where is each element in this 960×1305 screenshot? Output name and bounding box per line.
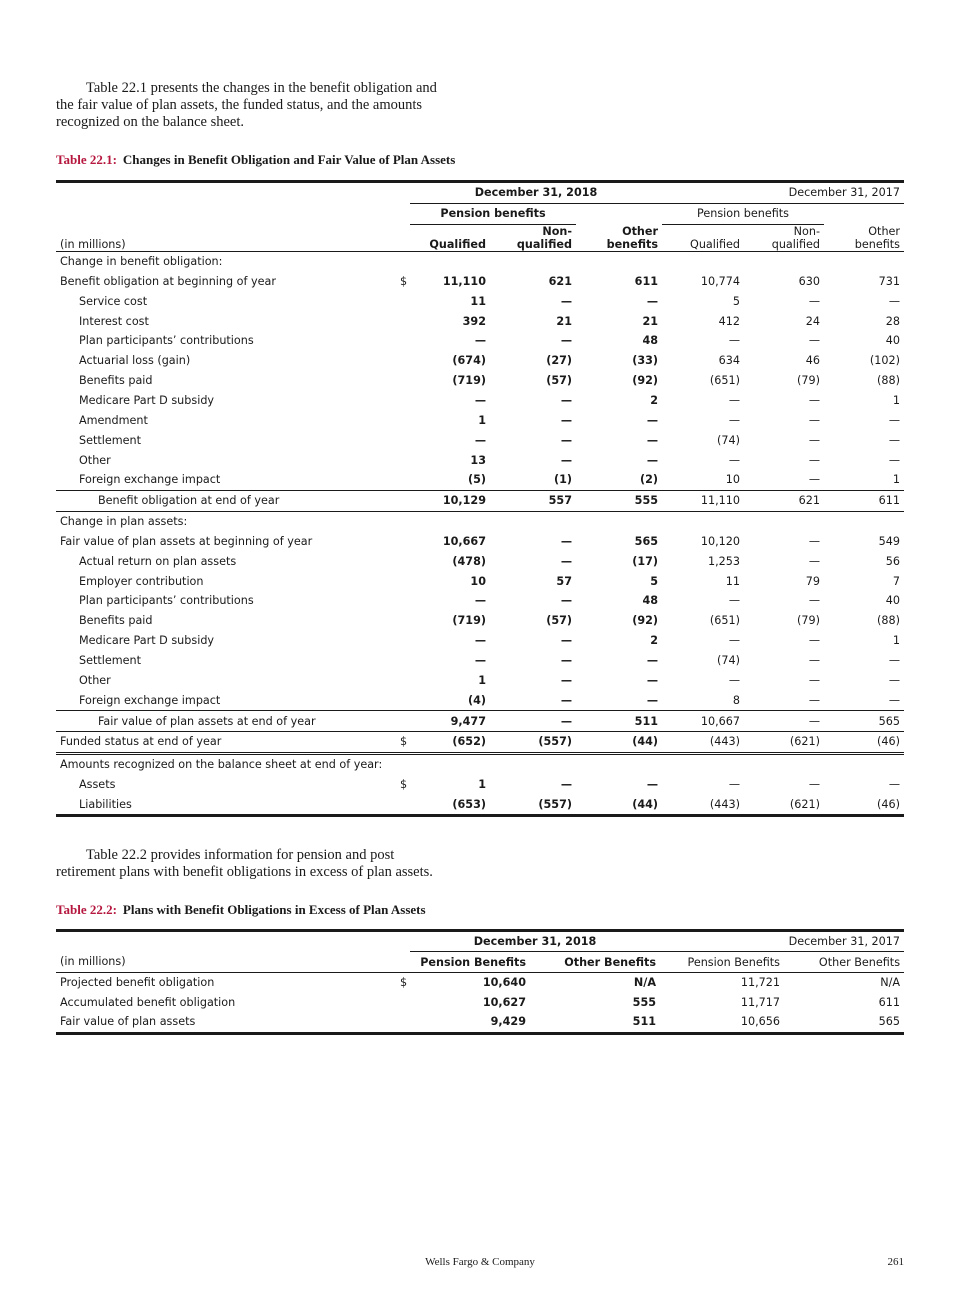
row-label: Fair value of plan assets at beginning of year [60,534,313,548]
value-cell: — [808,334,821,348]
value-cell: 11 [725,574,741,588]
table-number: Table 22.1: [56,152,117,167]
value-cell: — [888,653,901,667]
value-cell: 555 [632,995,657,1009]
intro-paragraph-2 [56,847,526,881]
value-cell: (719) [452,374,486,388]
value-cell: (33) [632,354,659,368]
row-label: Settlement [79,433,142,447]
value-cell: 10 [470,574,486,588]
currency-cell [396,993,410,1013]
table-body [56,973,904,1034]
benefit-obligation-table [56,180,904,817]
row-label: Benefits paid [79,614,153,628]
row-label: Employer contribution [79,574,204,588]
section-label: Amounts recognized on the balance sheet at end of year: [60,758,383,772]
value-cell: — [560,394,572,408]
table-row [56,631,904,651]
section-header-row [56,511,904,531]
value-cell: (1) [553,473,572,487]
value-cell: 10,667 [442,534,486,548]
header-row-year [56,182,904,204]
row-label: Benefits paid [79,374,153,388]
row-label: Service cost [79,294,148,308]
value-cell: 1 [478,673,486,687]
value-cell: — [808,778,821,792]
value-cell: 10,656 [660,1012,784,1033]
value-cell: (557) [490,731,576,753]
value-cell: — [560,673,572,687]
value-cell: 611 [878,995,901,1009]
table-row [56,532,904,552]
value-cell: (621) [744,731,824,753]
currency-cell [396,371,410,391]
value-cell: (46) [824,794,904,815]
value-cell: (652) [410,731,490,753]
intro-line: the fair value of plan assets, the funded status, and the amounts [56,97,423,113]
value-cell: (88) [877,374,901,388]
value-cell: (46) [824,731,904,753]
value-cell: — [728,334,741,348]
value-cell: 2 [650,394,659,408]
col-qualified-2018: Qualified [410,224,490,251]
section-header-row [56,753,904,774]
value-cell: — [646,778,659,792]
value-cell: — [808,673,821,687]
table-row [56,430,904,450]
table-22-2-caption [56,902,426,918]
value-cell: 79 [805,574,821,588]
value-cell: 13 [470,453,486,467]
value-cell: 611 [824,490,904,511]
table-row [56,351,904,371]
value-cell: — [728,413,741,427]
currency-cell [396,291,410,311]
table-row [56,331,904,351]
value-cell: — [646,673,659,687]
value-cell: (57) [546,374,572,388]
value-cell: — [560,534,572,548]
table-row [56,490,904,511]
value-cell: — [728,394,741,408]
table-row [56,551,904,571]
value-cell: 11,110 [662,490,744,511]
row-label: Accumulated benefit obligation [60,995,236,1009]
currency-cell [396,690,410,710]
value-cell: 40 [885,594,901,608]
currency-cell [396,331,410,351]
value-cell: (92) [632,614,659,628]
table-row [56,291,904,311]
table-row [56,1012,904,1033]
value-cell: 634 [718,354,741,368]
value-cell: N/A [880,976,901,990]
row-label: Plan participants’ contributions [79,594,254,608]
value-cell: 392 [462,314,486,328]
table-row [56,711,904,732]
value-cell: — [888,453,901,467]
value-cell: 1 [478,413,486,427]
currency-cell [396,611,410,631]
value-cell: (478) [452,554,486,568]
currency-cell [396,470,410,490]
table-row [56,371,904,391]
value-cell: — [888,778,901,792]
value-cell: — [560,594,572,608]
header-row-columns [56,952,904,973]
currency-cell [396,591,410,611]
value-cell: 549 [878,534,901,548]
value-cell: (44) [576,731,662,753]
value-cell: 7 [892,574,901,588]
value-cell: (621) [744,794,824,815]
value-cell: 48 [642,334,659,348]
value-cell: (44) [576,794,662,815]
currency-cell [396,1012,410,1033]
value-cell: 630 [798,274,821,288]
table-row [56,591,904,611]
value-cell: — [808,413,821,427]
currency-cell [396,651,410,671]
value-cell: 11 [470,294,486,308]
value-cell: — [646,453,659,467]
row-label: Fair value of plan assets at end of year [56,711,396,732]
value-cell: — [646,653,659,667]
value-cell: (92) [632,374,659,388]
currency-cell [396,551,410,571]
currency-cell [396,391,410,411]
value-cell: 10,640 [482,976,526,990]
value-cell: — [808,473,821,487]
currency-cell [396,670,410,690]
value-cell: (74) [717,433,741,447]
value-cell: 611 [634,274,659,288]
value-cell: 21 [642,314,659,328]
value-cell: (2) [640,473,659,487]
currency-cell [396,532,410,552]
value-cell: 10,627 [482,995,526,1009]
header-row-pension [56,203,904,224]
row-label: Medicare Part D subsidy [79,394,215,408]
row-label: Plan participants’ contributions [79,334,254,348]
value-cell: — [808,693,821,707]
col-qualified-2017: Qualified [662,224,744,251]
currency-symbol: $ [400,274,408,288]
value-cell: 11,721 [740,976,781,990]
value-cell: — [646,433,659,447]
row-label: Settlement [79,653,142,667]
value-cell: — [646,693,659,707]
year-2017-header: December 31, 2017 [660,931,904,952]
table-row [56,794,904,815]
col-pension-2017: Pension Benefits [660,952,784,973]
value-cell: 1,253 [707,554,741,568]
row-label: Projected benefit obligation [60,976,215,990]
value-cell: 511 [576,711,662,732]
value-cell: (57) [546,614,572,628]
table-title: Plans with Benefit Obligations in Excess of Plan Assets [122,902,426,917]
currency-cell [396,410,410,430]
col-other-2017: Other Benefits [784,952,904,973]
col-nonqualified-2018: Non- qualified [490,224,576,251]
value-cell: — [560,334,572,348]
value-cell: — [490,711,576,732]
value-cell: (102) [869,354,901,368]
table-body [56,251,904,816]
row-label: Benefit obligation at beginning of year [60,274,276,288]
value-cell: — [808,433,821,447]
value-cell: — [888,413,901,427]
table-number: Table 22.2: [56,902,117,917]
row-label: Interest cost [79,314,149,328]
value-cell: 21 [556,314,572,328]
row-label: Liabilities [56,794,396,815]
value-cell: 565 [784,1012,904,1033]
currency-cell [396,794,410,815]
pension-2017-header: Pension benefits [662,203,824,224]
value-cell: (74) [717,653,741,667]
value-cell: (88) [877,614,901,628]
value-cell: 621 [744,490,824,511]
value-cell: — [474,653,486,667]
intro-line: Table 22.2 provides information for pension and post [86,847,395,863]
intro-line: retirement plans with benefit obligations in excess of plan assets. [56,864,433,880]
value-cell: 5 [650,574,659,588]
row-label: Actuarial loss (gain) [79,354,191,368]
intro-line: recognized on the balance sheet. [56,114,245,130]
value-cell: 2 [650,634,659,648]
value-cell: (79) [797,614,821,628]
value-cell: — [474,634,486,648]
currency-cell [396,311,410,331]
value-cell: 10,667 [662,711,744,732]
value-cell: 9,477 [410,711,490,732]
value-cell: 511 [530,1012,660,1033]
value-cell: — [560,453,572,467]
currency-cell [396,351,410,371]
value-cell: 57 [556,574,572,588]
value-cell: 11,110 [442,274,486,288]
value-cell: (443) [662,794,744,815]
row-label: Funded status at end of year [56,731,396,753]
value-cell: — [888,433,901,447]
value-cell: (4) [467,693,486,707]
value-cell: 8 [732,693,741,707]
intro-paragraph-1 [56,80,486,131]
row-label: Foreign exchange impact [79,473,221,487]
section-label: Change in plan assets: [60,515,188,529]
value-cell: 621 [548,274,572,288]
value-cell: — [560,433,572,447]
value-cell: 555 [576,490,662,511]
value-cell: 46 [805,354,821,368]
row-label: Amendment [79,413,148,427]
table-row [56,450,904,470]
value-cell: 9,429 [410,1012,530,1033]
value-cell: (651) [709,374,741,388]
value-cell: (443) [662,731,744,753]
value-cell: (653) [410,794,490,815]
value-cell: 557 [490,490,576,511]
value-cell: — [728,673,741,687]
currency-cell [396,571,410,591]
value-cell: 1 [892,634,901,648]
table-row [56,993,904,1013]
value-cell: (651) [709,614,741,628]
value-cell: 5 [732,294,741,308]
value-cell: (557) [490,794,576,815]
row-label: Fair value of plan assets [56,1012,396,1033]
col-other-2018: Other Benefits [530,952,660,973]
excess-obligation-table [56,929,904,1035]
value-cell: (674) [452,354,486,368]
value-cell: — [560,778,572,792]
row-label: Assets [79,778,116,792]
value-cell: — [808,634,821,648]
table-row [56,973,904,993]
value-cell: — [808,294,821,308]
currency-symbol: $ [396,731,410,753]
value-cell: — [560,653,572,667]
row-label: Actual return on plan assets [79,554,237,568]
section-header-row [56,251,904,271]
value-cell: — [728,453,741,467]
value-cell: 1 [478,778,486,792]
value-cell: — [474,594,486,608]
value-cell: 565 [634,534,659,548]
currency-symbol: $ [400,976,408,990]
value-cell: — [474,334,486,348]
value-cell: — [474,433,486,447]
year-2017-header: December 31, 2017 [662,182,904,204]
value-cell: 1 [892,473,901,487]
value-cell: — [474,394,486,408]
table-row [56,775,904,795]
value-cell: (719) [452,614,486,628]
table-row [56,651,904,671]
value-cell: — [728,778,741,792]
table-title: Changes in Benefit Obligation and Fair Value of Plan Assets [122,152,456,167]
col-other-2017: Other benefits [824,224,904,251]
value-cell: (79) [797,374,821,388]
value-cell: — [808,653,821,667]
table-row [56,470,904,490]
col-other-2018: Other benefits [576,224,662,251]
value-cell: — [646,294,659,308]
currency-cell [396,450,410,470]
currency-cell [396,490,410,511]
units-label: (in millions) [56,952,410,973]
value-cell: 10,129 [410,490,490,511]
value-cell: — [888,673,901,687]
value-cell: 731 [878,274,901,288]
value-cell: — [560,693,572,707]
currency-cell [396,631,410,651]
value-cell: — [744,711,824,732]
section-label: Change in benefit obligation: [60,255,223,269]
table-row [56,391,904,411]
pension-2018-header: Pension benefits [410,203,576,224]
table-row [56,272,904,292]
value-cell: 1 [892,394,901,408]
value-cell: — [888,294,901,308]
row-label: Other [79,453,111,467]
value-cell: 10 [725,473,741,487]
value-cell: — [808,534,821,548]
value-cell: 56 [885,554,901,568]
value-cell: 40 [885,334,901,348]
value-cell: — [560,554,572,568]
footer-company: Wells Fargo & Company [425,1256,535,1268]
table-row [56,690,904,710]
table-row [56,611,904,631]
currency-cell [396,430,410,450]
value-cell: — [808,394,821,408]
row-label: Medicare Part D subsidy [79,634,215,648]
value-cell: — [560,634,572,648]
table-row [56,410,904,430]
value-cell: 11,717 [740,995,781,1009]
value-cell: — [808,453,821,467]
value-cell: 24 [805,314,821,328]
value-cell: N/A [633,976,657,990]
value-cell: 48 [642,594,659,608]
currency-symbol: $ [400,778,408,792]
value-cell: 28 [885,314,901,328]
col-pension-2018: Pension Benefits [410,952,530,973]
value-cell: (5) [467,473,486,487]
table-row [56,731,904,753]
value-cell: 10,120 [700,534,741,548]
year-2018-header: December 31, 2018 [410,182,662,204]
table-row [56,311,904,331]
header-row-columns [56,224,904,251]
table-row [56,670,904,690]
header-row-year [56,931,904,952]
intro-line: Table 22.1 presents the changes in the benefit obligation and [86,80,437,96]
value-cell: — [560,413,572,427]
value-cell: 565 [824,711,904,732]
value-cell: — [646,413,659,427]
value-cell: (17) [632,554,659,568]
value-cell: 10,774 [700,274,741,288]
page-number: 261 [887,1256,904,1268]
value-cell: — [888,693,901,707]
value-cell: — [728,634,741,648]
row-label: Foreign exchange impact [79,693,221,707]
currency-cell [396,711,410,732]
value-cell: (27) [546,354,572,368]
units-label: (in millions) [56,224,410,251]
col-nonqualified-2017: Non- qualified [744,224,824,251]
value-cell: — [728,594,741,608]
value-cell: 412 [718,314,741,328]
value-cell: — [808,554,821,568]
row-label: Benefit obligation at end of year [56,490,396,511]
row-label: Other [79,673,111,687]
table-22-1-caption [56,152,455,168]
year-2018-header: December 31, 2018 [410,931,660,952]
table-row [56,571,904,591]
value-cell: — [560,294,572,308]
value-cell: — [808,594,821,608]
